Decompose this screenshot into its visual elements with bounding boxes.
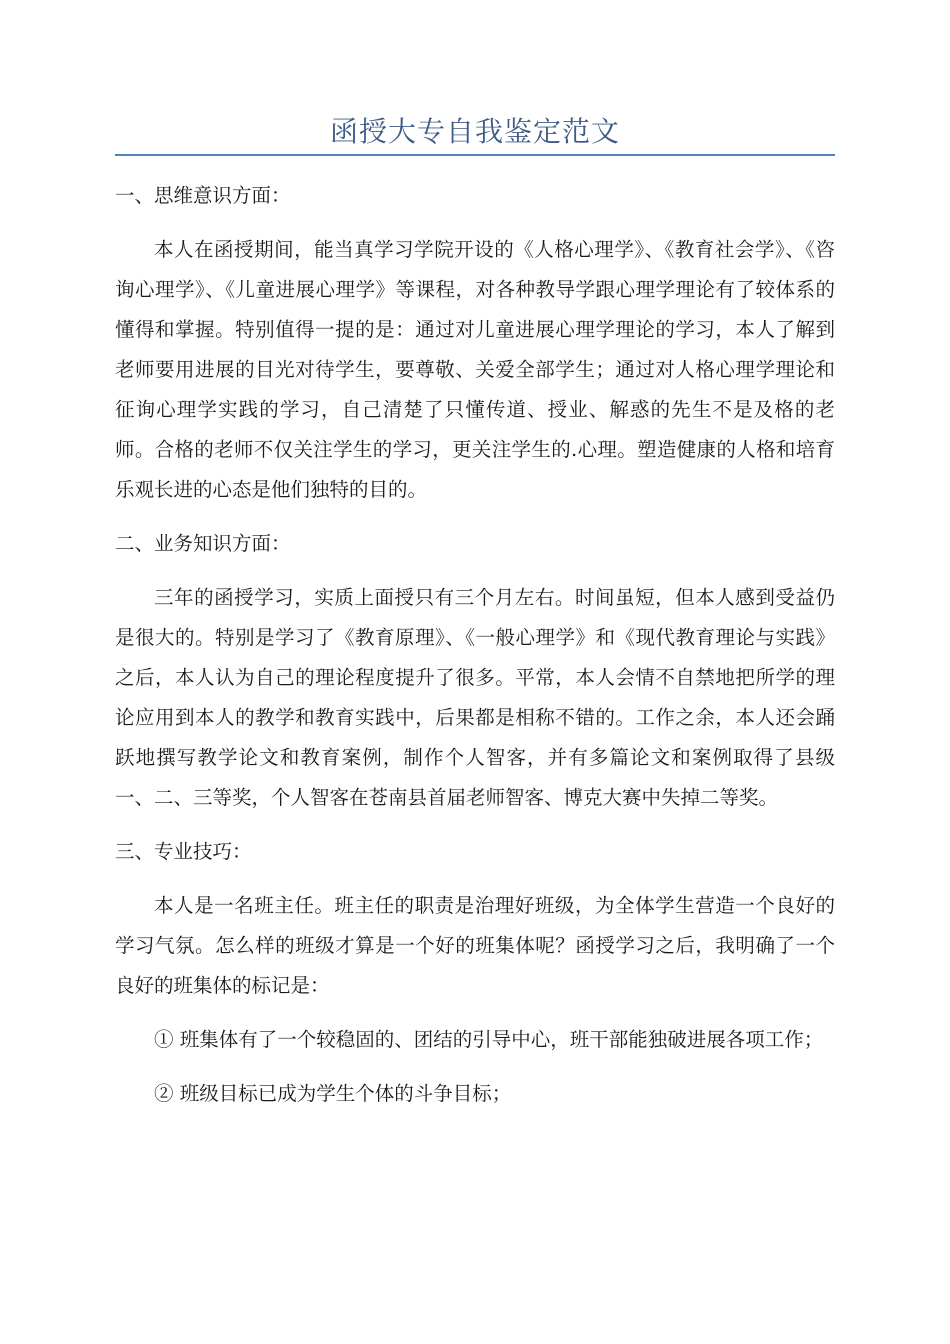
document-body xyxy=(115,176,835,1128)
paragraph-skills: 本人是一名班主任。班主任的职责是治理好班级，为全体学生营造一个良好的学习气氛。怎么样的班级才算是一个好的班集体呢？函授学习之后，我明确了一个良好的班集体的标记是： xyxy=(115,894,835,997)
paragraph-thinking: 本人在函授期间，能当真学习学院开设的《人格心理学》、《教育社会学》、《咨询心理学》、《儿童进展心理学》等课程，对各种教导学跟心理学理论有了较体系的懂得和掌握。特别值得一提的是：通过对儿童进展心理学理论的学习，本人了解到老师要用进展的目光对待学生，要尊敬、关爱全部学生；通过对人格心理学理论和征询心理学实践的学习，自己清楚了只懂传道、授业、解惑的先生不是及格的老师。合格的老师不仅关注学生的学习，更关注学生的.心理。塑造健康的人格和培育乐观长进的心态是他们独特的目的。 xyxy=(115,238,835,501)
title-underline xyxy=(115,154,835,156)
section-heading-knowledge: 二、业务知识方面： xyxy=(115,532,291,555)
section-heading-thinking: 一、思维意识方面： xyxy=(115,184,291,207)
paragraph-knowledge: 三年的函授学习，实质上面授只有三个月左右。时间虽短，但本人感到受益仍是很大的。特别是学习了《教育原理》、《一般心理学》和《现代教育理论与实践》之后，本人认为自己的理论程度提升了很多。平常，本人会情不自禁地把所学的理论应用到本人的教学和教育实践中，后果都是相称不错的。工作之余，本人还会踊跃地撰写教学论文和教育案例，制作个人智客，并有多篇论文和案例取得了县级一、二、三等奖，个人智客在苍南县首届老师智客、博克大赛中失掉二等奖。 xyxy=(115,586,835,809)
document-title: 函授大专自我鉴定范文 xyxy=(329,115,620,148)
list-item-2: ② 班级目标已成为学生个体的斗争目标； xyxy=(154,1082,512,1105)
section-heading-skills: 三、专业技巧： xyxy=(115,840,252,863)
list-item-1: ① 班集体有了一个较稳固的、团结的引导中心，班干部能独破进展各项工作； xyxy=(154,1028,824,1051)
